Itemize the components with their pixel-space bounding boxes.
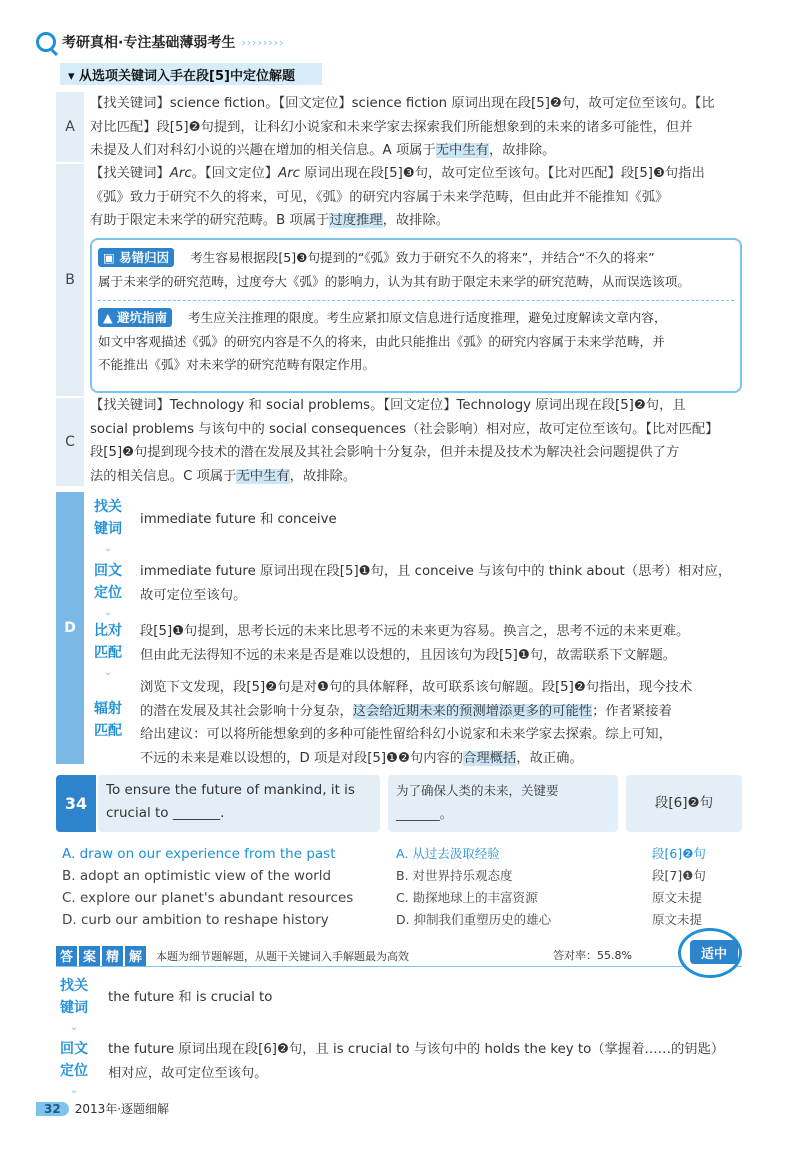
option-b-analysis [90,162,750,233]
brand-title: 考研真相·专注基础薄弱考生 [62,35,236,51]
option-c-marker: C [56,398,84,486]
answer-key-char: 答 [56,946,77,966]
option-b-loc: 段[7]❶句 [652,868,706,883]
option-d-zh: D. 抑制我们重塑历史的雄心 [396,912,552,927]
difficulty-badge: 适中 [690,940,738,964]
header-arrows: ›››››››› [241,35,285,49]
option-c-zh: C. 勘探地球上的丰富资源 [396,890,538,905]
step-radiate: 辐射 匹配 [94,701,122,739]
step-text: 浏览下文发现，段[5]❷句是对❶句的具体解释，故可联系该句解题。段[5]❷句指出，现今技术 的潜在发展及其社会影响十分复杂，这会给近期未来的预测增添更多的可能性；作者紧接着 给出建议：可以将所能想象到的多种可能性留给科幻小说家和未来学家去探索。综上可知， 不远的未来是难以设想的，D 项是对段[5]❶❷句内容的合理概括，故正确。 [140,680,693,766]
text-line: social problems 与该句中的 social consequences（社会影响）相对应，故可定位至该句。【比对匹配】 [90,421,719,437]
tip-box [90,238,742,393]
option-a-analysis [90,92,750,163]
answer-step-text: the future 和 is crucial to [108,990,273,1005]
option-a-marker: A [56,92,84,162]
question-stem-zh: 为了确保人类的未来，关键要 _______。 [388,775,618,832]
text-line: 法的相关信息。C 项属于无中生有，故排除。 [90,468,357,484]
accuracy-rate: 答对率：55.8% [553,949,632,962]
text-line: 段[5]❷句提到现今技术的潜在发展及其社会影响十分复杂，但并未提及技术为解决社会问题提供了方 [90,445,680,460]
option-b-zh: B. 对世界持乐观态度 [396,868,513,883]
question-number: 34 [56,775,96,832]
answer-key-char: 解 [125,946,146,966]
step-match: 比对 匹配 [94,623,122,661]
pitfall-guide-tag: ▲ 避坑指南 [98,308,172,327]
answer-note: 本题为细节题解题，从题干关键词入手解题最为高效 [156,949,409,963]
step-locate: 回文 定位 [94,563,122,601]
text-line: 【找关键词】science fiction。【回文定位】science fiction 原词出现在段[5]❷句，故可定位至该句。【比 [90,96,715,111]
option-d-marker: D [56,492,84,764]
text-line: 【找关键词】Technology 和 social problems。【回文定位】Technology 原词出现在段[5]❷句，且 [90,398,686,413]
chevron-down-icon: ⌄ [69,1085,79,1096]
option-c-loc: 原文未提 [652,890,703,905]
answer-key-char: 精 [102,946,123,966]
chevron-down-icon: ⌄ [69,1022,79,1033]
option-a-loc: 段[6]❷句 [652,846,706,861]
section-title: ▾ 从选项关键词入手在段[5]中定位解题 [60,63,322,85]
option-c-analysis [90,394,750,488]
divider [98,300,734,301]
text-line: 不能推出《弧》对未来学的研究范畴有限定作用。 [98,357,376,372]
step-text: 段[5]❶句提到，思考长远的未来比思考不远的未来更为容易。换言之，思考不远的未来更难。 但由此无法得知不远的未来是否是难以设想的，且因该句为段[5]❶句，故需联系下文解题。 [140,624,690,663]
option-b-marker: B [56,164,84,396]
text-line: ▲ 避坑指南 考生应关注推理的限度。考生应紧扣原文信息进行适度推理，避免过度解读文章内容， [98,306,734,330]
footer [36,1100,169,1117]
text-line: 《弧》致力于研究不久的将来，可见，《弧》的研究内容属于未来学范畴，但由此并不能推知《弧》 [90,189,669,205]
text-line: 有助于限定未来学的研究范畴。B 项属于过度推理，故排除。 [90,213,450,228]
question-stem-en: To ensure the future of mankind, it is crucial to _______. [98,775,380,832]
text-line: 对比匹配】段[5]❷句提到，让科幻小说家和未来学家去探索我们所能想象到的未来的诸多可能性，但并 [90,119,693,135]
chevron-down-icon: ⌄ [103,667,113,678]
step-text: immediate future 和 conceive [140,512,337,527]
question-location: 段[6]❷句 [626,775,742,832]
answer-step-locate: 回文 定位 [60,1041,88,1079]
search-logo-icon [36,32,56,52]
page-number: 32 [36,1102,69,1116]
error-cause-tag: ▣ 易错归因 [98,248,174,267]
text-line: 【找关键词】Arc。【回文定位】Arc 原词出现在段[5]❸句，故可定位至该句。【比对匹配】段[5]❸句指出 [90,166,705,181]
option-c-en: C. explore our planet's abundant resources [62,890,354,906]
footer-title: 2013年·逐题细解 [74,1102,170,1116]
text-line: 如文中客观描述《弧》的研究内容是不久的将来，由此只能推出《弧》的研究内容属于未来学范畴，并 [98,333,665,349]
step-text: immediate future 原词出现在段[5]❶句，且 conceive 与该句中的 think about（思考）相对应， 故可定位至该句。 [140,564,732,603]
answer-key-char: 案 [79,946,100,966]
option-b-en: B. adopt an optimistic view of the world [62,868,332,884]
option-a-zh: A. 从过去汲取经验 [396,846,500,861]
option-a-en: A. draw on our experience from the past [62,846,336,862]
step-find-keyword: 找关 键词 [94,499,122,537]
answer-step-find-keyword: 找关 键词 [60,978,88,1016]
chevron-down-icon: ⌄ [103,543,113,554]
text-line: 未提及人们对科幻小说的兴趣在增加的相关信息。A 项属于无中生有，故排除。 [90,143,556,158]
answer-header [56,945,742,967]
text-line: ▣ 易错归因 考生容易根据段[5]❸句提到的“《弧》致力于研究不久的将来”，并结合“不久的将来” [98,246,734,270]
chevron-down-icon: ⌄ [103,607,113,618]
text-line: 属于未来学的研究范畴，过度夸大《弧》的影响力，认为其有助于限定未来学的研究范畴，从而误选该项。 [98,273,690,289]
answer-step-text: the future 原词出现在段[6]❷句，且 is crucial to 与该句中的 holds the key to（掌握着……的钥匙） 相对应，故可定位至该句。 [108,1042,725,1081]
option-d-loc: 原文未提 [652,912,703,927]
header [36,30,285,54]
option-d-en: D. curb our ambition to reshape history [62,912,329,928]
